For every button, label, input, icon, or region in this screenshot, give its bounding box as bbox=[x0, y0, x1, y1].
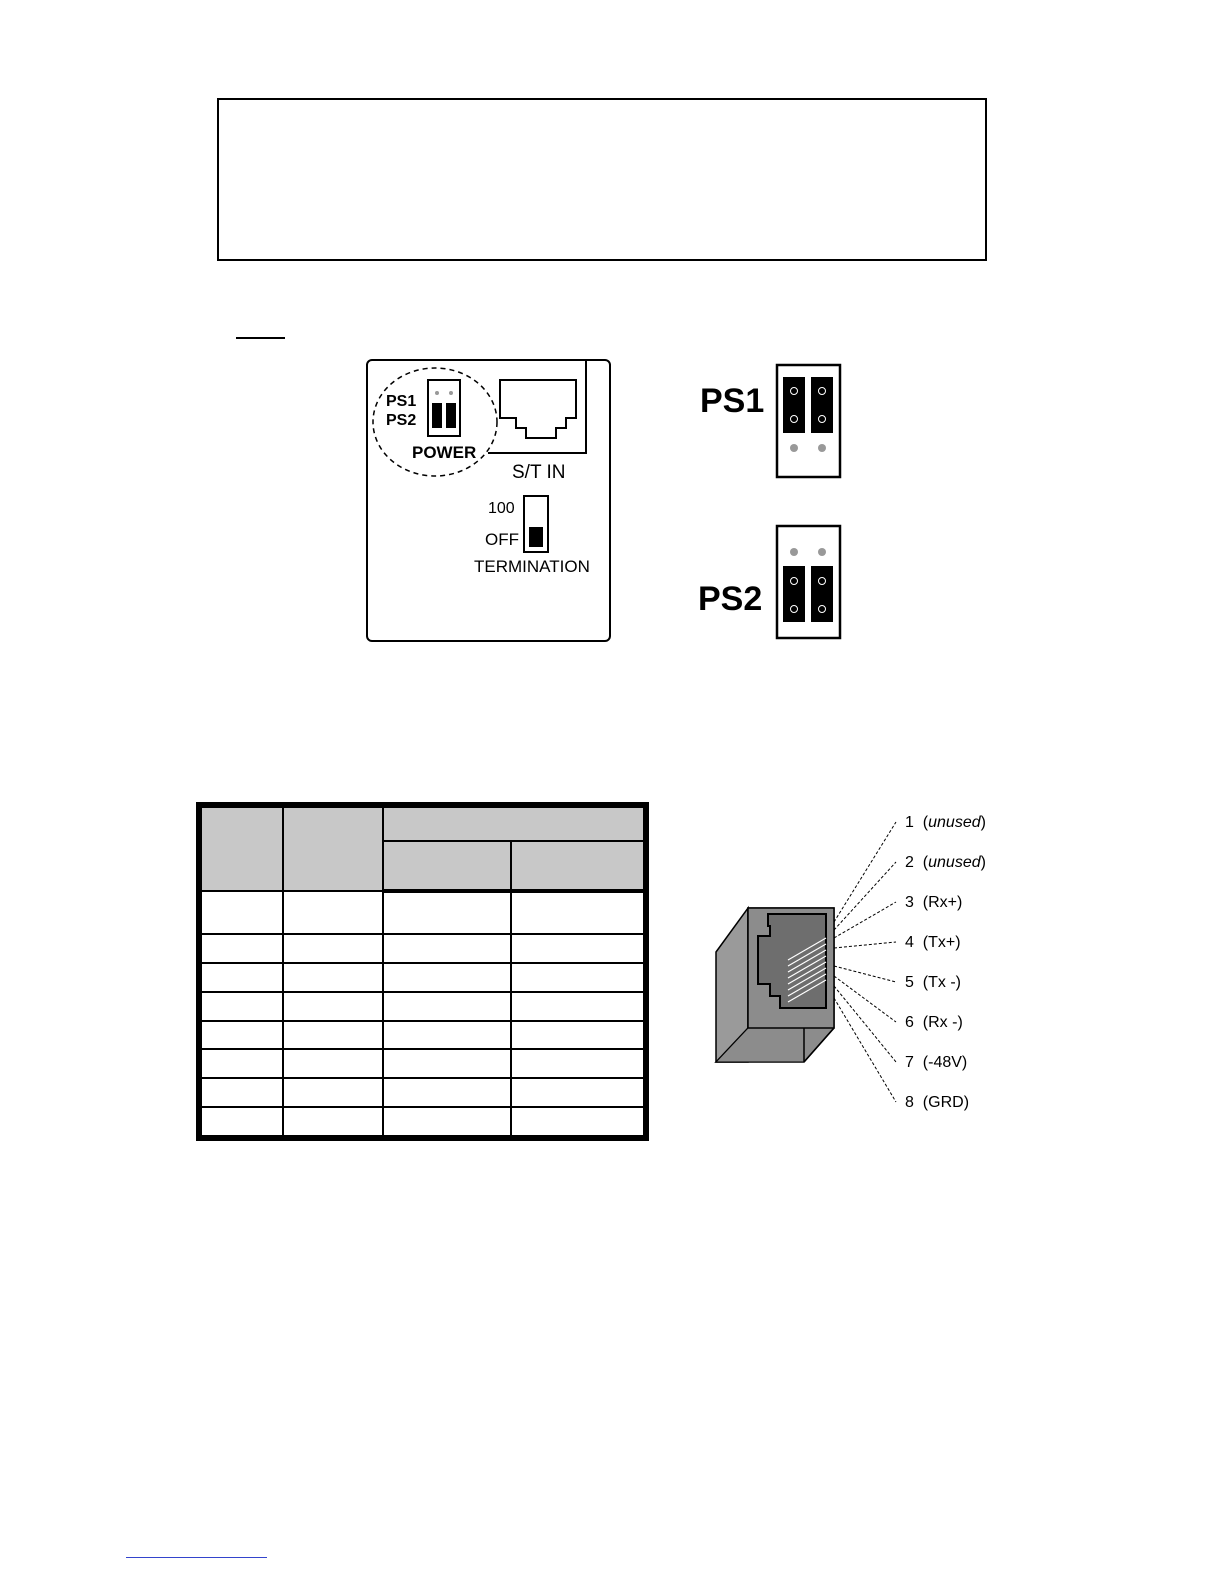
st-in-port-icon bbox=[500, 380, 576, 438]
panel-power-label: POWER bbox=[412, 443, 477, 462]
pin-label-6: 6 (Rx -) bbox=[905, 1014, 963, 1031]
rj-connector-diagram bbox=[700, 800, 920, 1120]
pin-label-2: 2 (unused) bbox=[905, 854, 986, 871]
st-in-port-box bbox=[488, 360, 586, 453]
table-row bbox=[201, 1107, 644, 1136]
table-row bbox=[201, 1021, 644, 1050]
table-row bbox=[201, 891, 644, 934]
panel-termination-label: TERMINATION bbox=[474, 557, 590, 576]
pin-label-7: 7 (-48V) bbox=[905, 1054, 968, 1071]
jumper-diagrams bbox=[690, 355, 860, 655]
jumper-ps2-label: PS2 bbox=[698, 580, 763, 618]
pin-label-3: 3 (Rx+) bbox=[905, 894, 963, 911]
table-header-cell bbox=[383, 807, 644, 841]
table-row bbox=[201, 1049, 644, 1078]
pin-label-4: 4 (Tx+) bbox=[905, 934, 961, 951]
panel-st-in-label: S/T IN bbox=[512, 462, 566, 483]
pin-label-1: 1 (unused) bbox=[905, 814, 986, 831]
pin-leader-lines bbox=[834, 822, 896, 1102]
table-header-cell bbox=[201, 807, 283, 891]
table-row bbox=[201, 963, 644, 992]
caption-underline bbox=[236, 337, 285, 339]
pin-label-5: 5 (Tx -) bbox=[905, 974, 961, 991]
footnote-link-rule[interactable] bbox=[126, 1557, 267, 1558]
panel-ps2-label: PS2 bbox=[386, 412, 417, 429]
notice-box bbox=[217, 98, 987, 261]
rear-panel-diagram bbox=[360, 352, 620, 652]
table-row bbox=[201, 934, 644, 963]
pin-label-8: 8 (GRD) bbox=[905, 1094, 970, 1111]
table-row bbox=[201, 992, 644, 1021]
jumper-ps1-label: PS1 bbox=[700, 382, 765, 420]
table-header-cell bbox=[383, 841, 511, 891]
table-row bbox=[201, 1078, 644, 1107]
panel-term-100-label: 100 bbox=[488, 500, 515, 517]
panel-term-off-label: OFF bbox=[485, 530, 519, 549]
panel-ps1-label: PS1 bbox=[386, 393, 417, 410]
pin-assignment-table bbox=[196, 802, 649, 1141]
table-header-cell bbox=[283, 807, 383, 891]
table-header-cell bbox=[511, 841, 644, 891]
